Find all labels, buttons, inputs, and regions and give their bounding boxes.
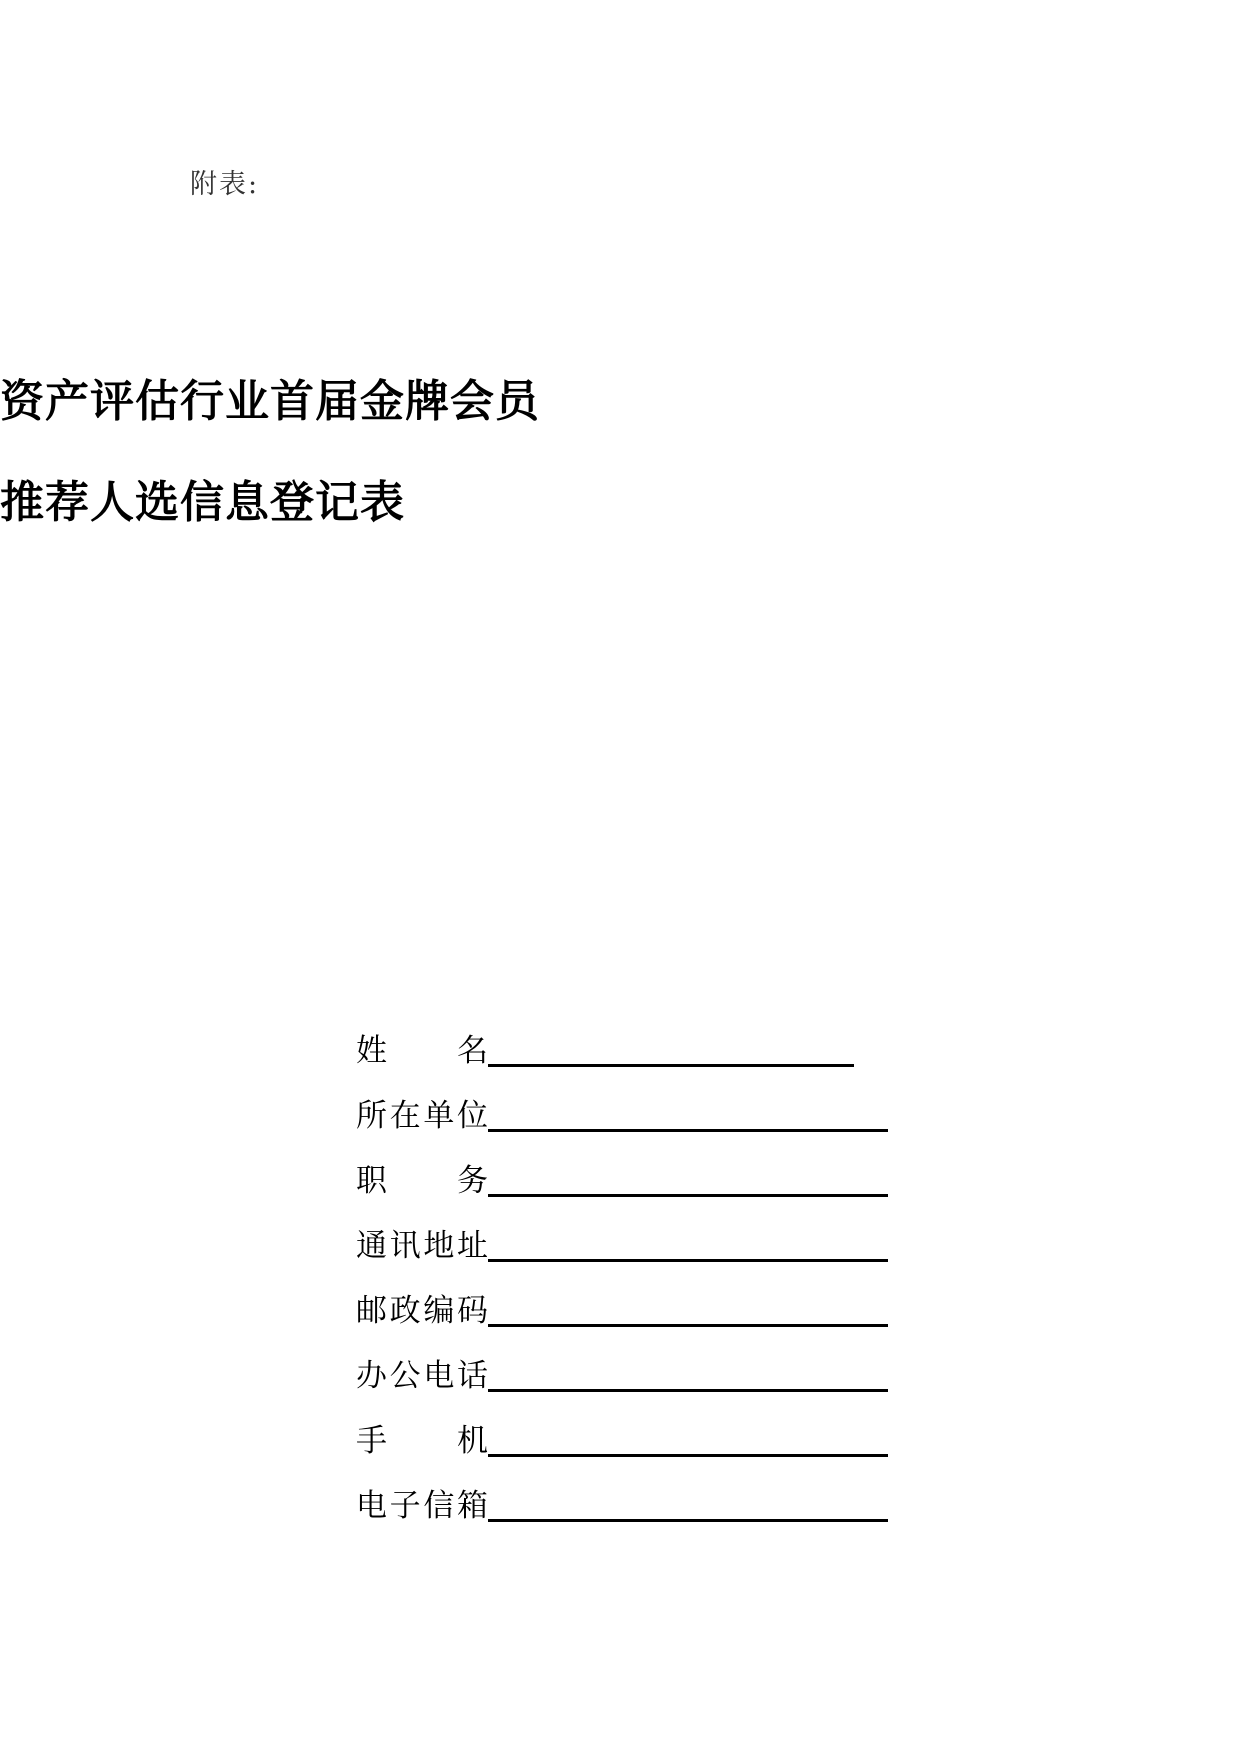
label-char: 码 <box>456 1293 488 1329</box>
label-char: 位 <box>456 1098 488 1134</box>
label-char: 通 <box>356 1228 387 1264</box>
mobile-input-line[interactable] <box>488 1414 888 1457</box>
label-char: 电 <box>356 1488 387 1524</box>
field-address-label <box>356 1224 488 1268</box>
position-input-line[interactable] <box>488 1154 888 1197</box>
attachment-label: 附表: <box>190 169 260 200</box>
label-char: 职 <box>356 1163 387 1199</box>
field-mobile <box>356 1398 896 1463</box>
name-input-line[interactable] <box>488 1024 854 1067</box>
label-char: 地 <box>423 1228 455 1264</box>
label-char: 信 <box>423 1488 455 1524</box>
label-char: 政 <box>389 1293 421 1329</box>
organization-input-line[interactable] <box>488 1089 888 1132</box>
field-organization <box>356 1073 896 1138</box>
label-char: 子 <box>389 1488 421 1524</box>
label-char: 手 <box>356 1423 387 1459</box>
field-mobile-label <box>356 1419 488 1463</box>
label-char: 所 <box>356 1098 387 1134</box>
label-char: 讯 <box>389 1228 421 1264</box>
label-char: 电 <box>423 1358 455 1394</box>
field-email <box>356 1463 896 1528</box>
label-char: 名 <box>457 1033 488 1069</box>
field-position-label <box>356 1159 488 1203</box>
office-phone-input-line[interactable] <box>488 1349 888 1392</box>
label-char: 箱 <box>456 1488 488 1524</box>
label-char: 址 <box>456 1228 488 1264</box>
field-organization-label <box>356 1094 488 1138</box>
field-name-label <box>356 1029 488 1073</box>
label-char: 姓 <box>356 1033 387 1069</box>
document-title-line-1: 资产评估行业首届金牌会员 <box>0 376 540 427</box>
field-address <box>356 1203 896 1268</box>
field-office-phone <box>356 1333 896 1398</box>
field-postcode-label <box>356 1289 488 1333</box>
address-input-line[interactable] <box>488 1219 888 1262</box>
field-name <box>356 1008 896 1073</box>
label-char: 公 <box>389 1358 421 1394</box>
field-office-phone-label <box>356 1354 488 1398</box>
email-input-line[interactable] <box>488 1479 888 1522</box>
label-char: 编 <box>423 1293 455 1329</box>
registration-form <box>356 1008 896 1528</box>
field-postcode <box>356 1268 896 1333</box>
field-email-label <box>356 1484 488 1528</box>
label-char: 办 <box>356 1358 387 1394</box>
label-char: 在 <box>389 1098 421 1134</box>
document-title-line-2: 推荐人选信息登记表 <box>0 477 405 528</box>
postcode-input-line[interactable] <box>488 1284 888 1327</box>
label-char: 务 <box>457 1163 488 1199</box>
field-position <box>356 1138 896 1203</box>
label-char: 机 <box>457 1423 488 1459</box>
label-char: 邮 <box>356 1293 387 1329</box>
label-char: 话 <box>456 1358 488 1394</box>
label-char: 单 <box>423 1098 455 1134</box>
